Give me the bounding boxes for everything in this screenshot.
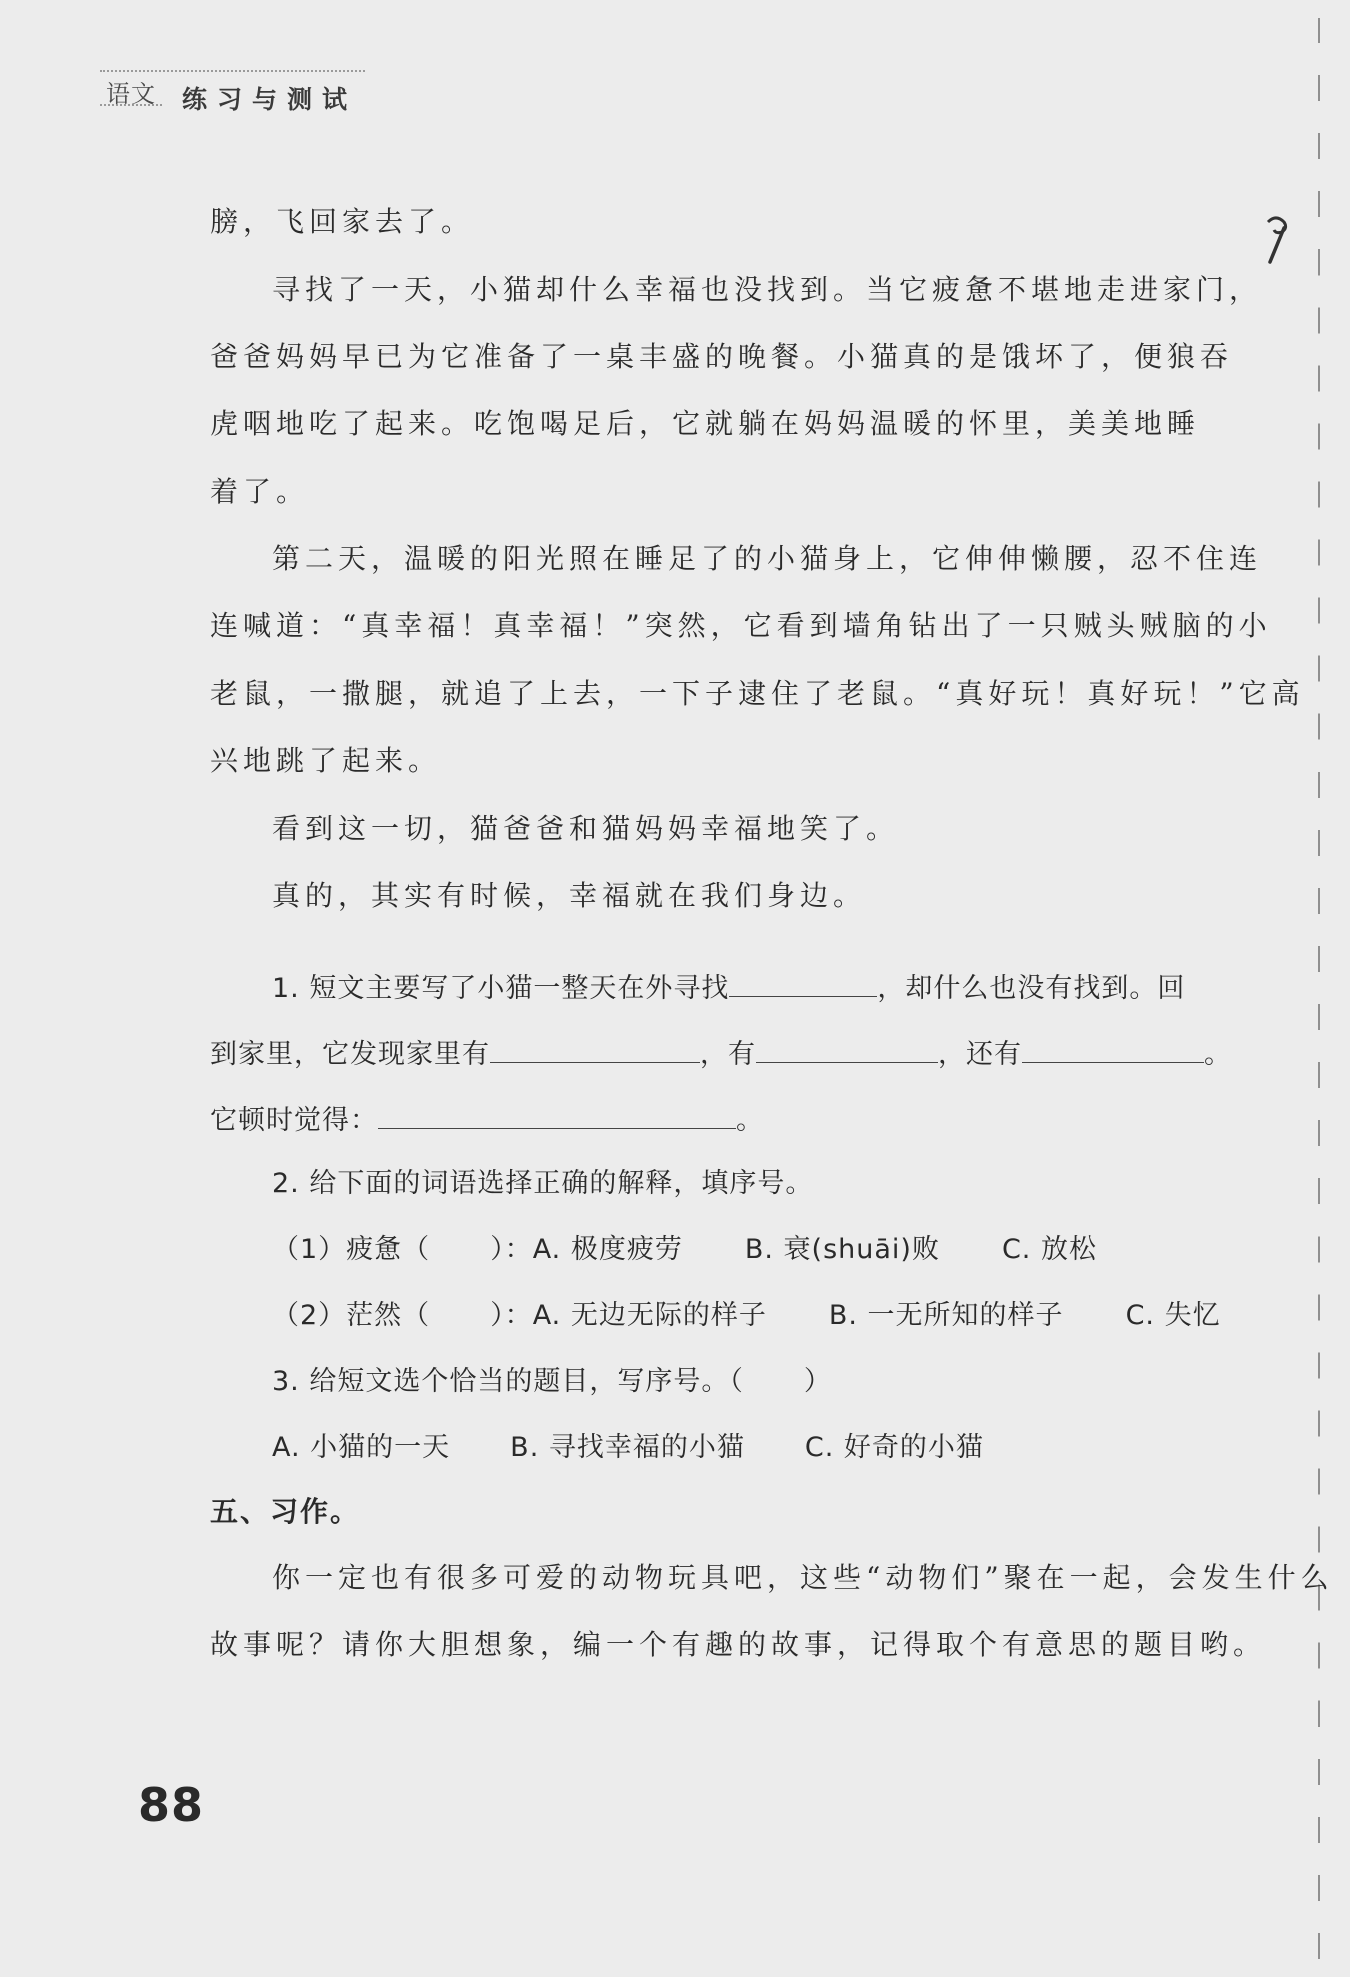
- story-line-3: 爸爸妈妈早已为它准备了一桌丰盛的晚餐。小猫真的是饿坏了，便狼吞: [210, 340, 1234, 373]
- section-5-heading: 五、习作。: [210, 1495, 361, 1528]
- header-dotted-rule: [100, 70, 365, 72]
- subject-label: 语文: [106, 80, 156, 108]
- q1-blank-4[interactable]: [1022, 1032, 1204, 1063]
- q2-item1-label: （1）疲惫（: [272, 1234, 431, 1265]
- q2-item1-option-b: B. 衰(shuāi)败: [744, 1234, 940, 1265]
- story-line-10: 看到这一切，猫爸爸和猫妈妈幸福地笑了。: [272, 812, 900, 845]
- question-3-title: [272, 1362, 1282, 1402]
- question-2-item-1: [272, 1230, 1282, 1270]
- section-5-line-2: 故事呢？请你大胆想象，编一个有趣的故事，记得取个有意思的题目哟。: [210, 1628, 1267, 1661]
- question-3-options: [272, 1428, 1282, 1468]
- q2-item2-option-c: C. 失忆: [1125, 1300, 1221, 1331]
- q3-close: ）: [803, 1366, 832, 1397]
- q3-title-text: 3. 给短文选个恰当的题目，写序号。（: [272, 1366, 744, 1397]
- story-line-2: 寻找了一天，小猫却什么幸福也没找到。当它疲惫不堪地走进家门，: [272, 273, 1263, 306]
- q2-item2-option-b: B. 一无所知的样子: [828, 1300, 1064, 1331]
- story-line-1: 膀，飞回家去了。: [210, 205, 475, 238]
- q1-text-2: ，却什么也没有找到。回: [877, 973, 1186, 1004]
- question-2-title: 2. 给下面的词语选择正确的解释，填序号。: [272, 1168, 814, 1199]
- q3-option-c: C. 好奇的小猫: [804, 1432, 984, 1463]
- book-title: 练习与测试: [182, 85, 358, 114]
- q2-item1-option-a: A. 极度疲劳: [532, 1234, 683, 1265]
- question-1-line-1: [272, 966, 1282, 1009]
- q2-item1-close: ）：: [490, 1234, 533, 1265]
- q1-blank-2[interactable]: [490, 1032, 700, 1063]
- story-line-8: 老鼠，一撒腿，就追了上去，一下子逮住了老鼠。“真好玩！真好玩！”它高: [210, 677, 1305, 710]
- q2-item2-option-a: A. 无边无际的样子: [532, 1300, 767, 1331]
- q1-text-8: 。: [736, 1105, 764, 1136]
- q1-text-1: 1. 短文主要写了小猫一整天在外寻找: [272, 973, 730, 1004]
- q1-text-7: 它顿时觉得：: [210, 1105, 378, 1136]
- q1-blank-5[interactable]: [378, 1098, 736, 1129]
- story-line-7: 连喊道：“真幸福！真幸福！”突然，它看到墙角钻出了一只贼头贼脑的小: [210, 609, 1272, 642]
- corner-check-mark-icon: [1260, 210, 1330, 270]
- q3-option-b: B. 寻找幸福的小猫: [510, 1432, 745, 1463]
- story-line-4: 虎咽地吃了起来。吃饱喝足后，它就躺在妈妈温暖的怀里，美美地睡: [210, 407, 1201, 440]
- story-line-6: 第二天，温暖的阳光照在睡足了的小猫身上，它伸伸懒腰，忍不住连: [272, 542, 1263, 575]
- question-1-line-2: [210, 1032, 1232, 1075]
- story-line-11: 真的，其实有时候，幸福就在我们身边。: [272, 879, 867, 912]
- margin-cut-line: [1318, 18, 1320, 1963]
- q2-item2-label: （2）茫然（: [272, 1300, 431, 1331]
- q1-blank-3[interactable]: [756, 1032, 938, 1063]
- q3-option-a: A. 小猫的一天: [272, 1432, 451, 1463]
- section-5-line-1: 你一定也有很多可爱的动物玩具吧，这些“动物们”聚在一起，会发生什么: [272, 1561, 1334, 1594]
- question-1-line-3: [210, 1098, 1220, 1141]
- question-2-item-2: [272, 1296, 1282, 1336]
- story-line-9: 兴地跳了起来。: [210, 744, 442, 777]
- q1-text-3: 到家里，它发现家里有: [210, 1039, 490, 1070]
- q2-item1-option-c: C. 放松: [1001, 1234, 1097, 1265]
- q2-item2-close: ）：: [490, 1300, 533, 1331]
- page-number: 88: [138, 1778, 205, 1832]
- q1-text-6: 。: [1204, 1039, 1232, 1070]
- q1-text-4: ，有: [700, 1039, 756, 1070]
- q1-text-5: ，还有: [938, 1039, 1022, 1070]
- story-line-5: 着了。: [210, 475, 310, 508]
- page-header: [100, 70, 365, 114]
- q1-blank-1[interactable]: [729, 966, 877, 997]
